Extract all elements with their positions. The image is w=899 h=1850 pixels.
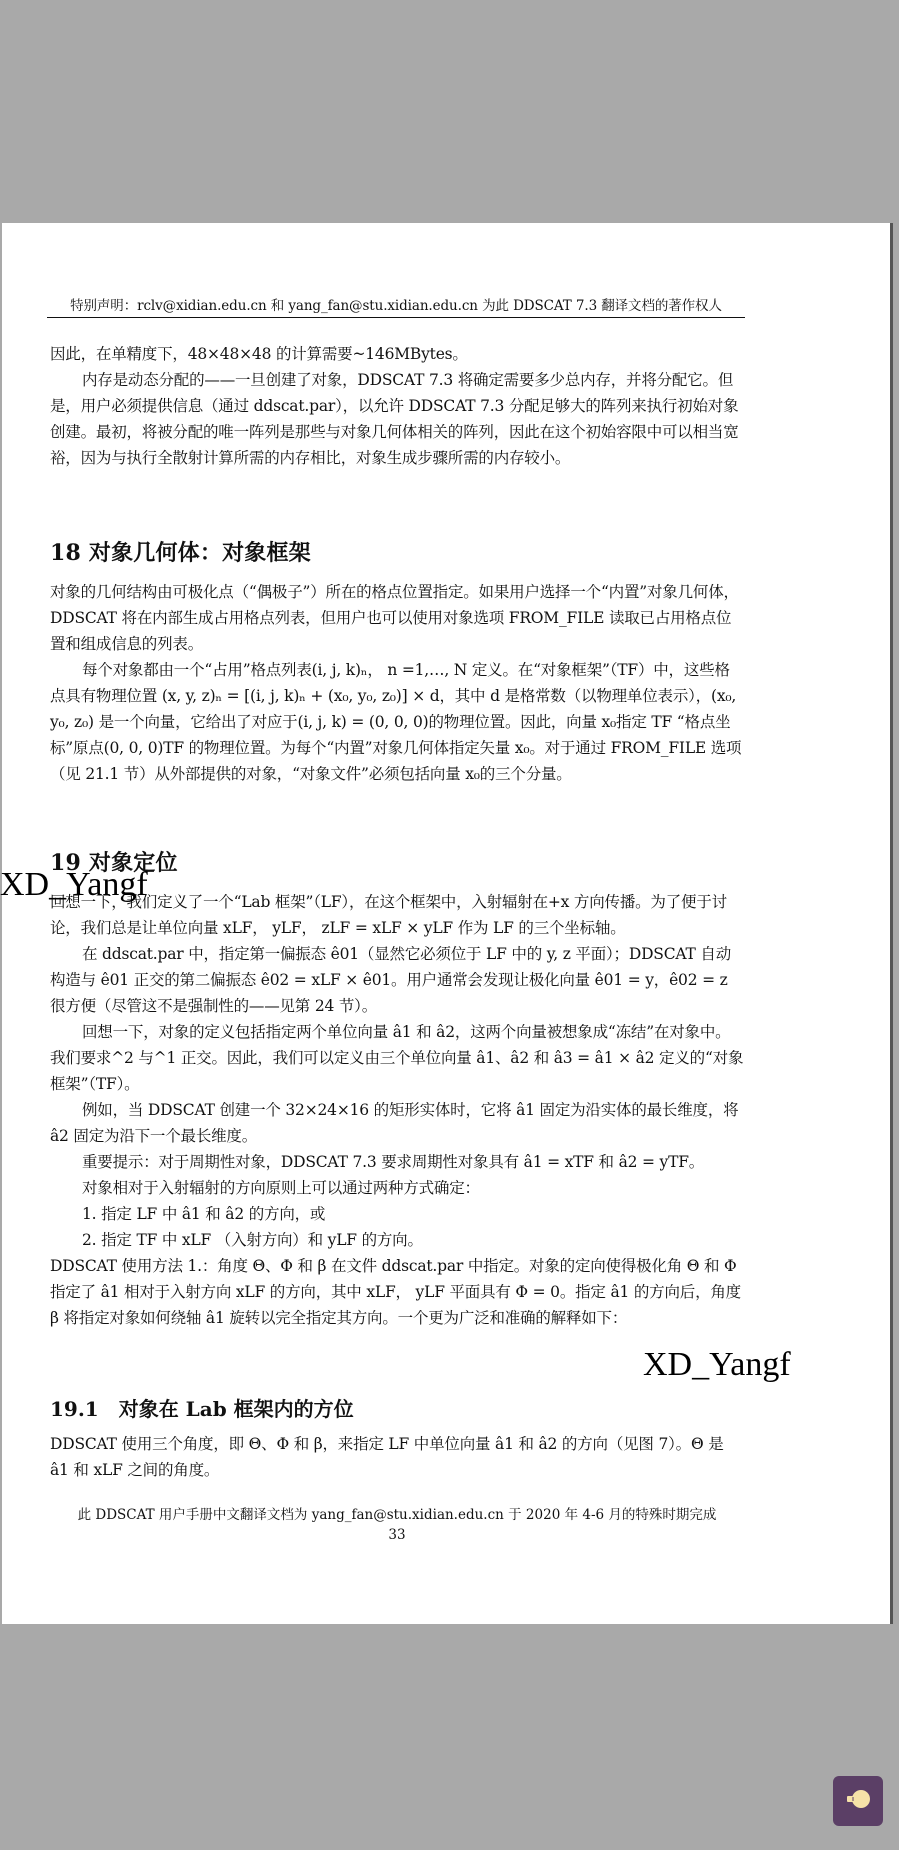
paragraph: 对象相对于入射辐射的方向原则上可以通过两种方式确定： — [82, 1179, 480, 1197]
paragraph: DDSCAT 使用方法 1.：角度 Θ、Φ 和 β 在文件 ddscat.par 中指定。对象的定向使得极化角 Θ 和 Φ 指定了 â1 相对于入射方向 xLF 的方向，其中 xLF， yLF 平面具有 Φ = 0。指定 â1 的方向后，角度 β 将指定对象如何绕轴 â1 旋转以完全指定其方向。一个更为广泛和准确的解释如下： — [50, 1257, 741, 1327]
paragraph: 对象的几何结构由可极化点（“偶极子”）所在的格点位置指定。如果用户选择一个“内置”对象几何体，DDSCAT 将在内部生成占用格点列表，但用户也可以使用对象选项 FROM_FILE 读取已占用格点位置和组成信息的列表。 — [50, 583, 739, 653]
paragraph: 每个对象都由一个“占用”格点列表(i, j, k)ₙ， n =1,…, N 定义。在“对象框架”（TF）中，这些格点具有物理位置 (x, y, z)ₙ = [(i, j, k)ₙ + (x₀, y₀, z₀)] × d，其中 d 是格常数（以物理单位表示），(x₀, y₀, z₀) 是一个向量，它给出了对应于(i, j, k) = (0, 0, 0)的物理位置。因此，向量 x₀指定 TF “格点坐标”原点(0, 0, 0)TF 的物理位置。为每个“内置”对象几何体指定矢量 x₀。对于通过 FROM_FILE 选项（见 21.1 节）从外部提供的对象，“对象文件”必须包括向量 x₀的三个分量。 — [50, 661, 742, 783]
paragraph: DDSCAT 使用三个角度，即 Θ、Φ 和 β，来指定 LF 中单位向量 â1 和 â2 的方向（见图 7）。Θ 是 â1 和 xLF 之间的角度。 — [50, 1435, 724, 1479]
document-page — [2, 223, 893, 1624]
theme-toggle-button[interactable] — [833, 1776, 883, 1826]
section-19-body — [50, 889, 744, 1331]
watermark: XD_Yangf — [0, 866, 148, 903]
section-19-1-body — [50, 1431, 744, 1483]
page-footer — [50, 1505, 744, 1545]
important-note: 重要提示：对于周期性对象，DDSCAT 7.3 要求周期性对象具有 â1 = xTF 和 â2 = yTF。 — [82, 1153, 705, 1171]
paragraph: 在 ddscat.par 中，指定第一偏振态 ê01（显然它必须位于 LF 中的 y, z 平面）；DDSCAT 自动构造与 ê01 正交的第二偏振态 ê02 = xLF × ê01。用户通常会发现让极化向量 ê01 = y，ê02 = z 很方便（尽管这不是强制性的——见第 24 节）。 — [50, 945, 731, 1015]
list-item: 1. 指定 LF 中 â1 和 â2 的方向，或 — [82, 1205, 326, 1223]
footer-note: 此 DDSCAT 用户手册中文翻译文档为 yang_fan@stu.xidian.edu.cn 于 2020 年 4-6 月的特殊时期完成 — [77, 1507, 717, 1523]
section-heading-18: 18 对象几何体：对象框架 — [50, 540, 311, 566]
watermark: XD_Yangf — [643, 1346, 791, 1383]
paragraph: 回想一下，我们定义了一个“Lab 框架”（LF），在这个框架中，入射辐射在+x 方向传播。为了便于讨论，我们总是让单位向量 xLF， yLF， zLF = xLF × yLF 作为 LF 的三个坐标轴。 — [50, 893, 727, 937]
paragraph: 内存是动态分配的——一旦创建了对象，DDSCAT 7.3 将确定需要多少总内存，并将分配它。但是，用户必须提供信息（通过 ddscat.par），以允许 DDSCAT 7.3 分配足够大的阵列来执行初始对象创建。最初，将被分配的唯一阵列是那些与对象几何体相关的阵列，因此在这个初始容限中可以相当宽裕，因为与执行全散射计算所需的内存相比，对象生成步骤所需的内存较小。 — [50, 371, 739, 467]
intro-section — [50, 341, 744, 471]
paragraph: 回想一下，对象的定义包括指定两个单位向量 â1 和 â2，这两个向量被想象成“冻结”在对象中。我们要求^2 与^1 正交。因此，我们可以定义由三个单位向量 â1、â2 和 â3 = â1 × â2 定义的“对象框架”（TF）。 — [50, 1023, 744, 1093]
page-header: 特别声明：rclv@xidian.edu.cn 和 yang_fan@stu.xidian.edu.cn 为此 DDSCAT 7.3 翻译文档的著作权人 — [47, 294, 745, 318]
page-number: 33 — [388, 1527, 406, 1543]
section-heading-19: 19 对象定位 — [50, 850, 178, 876]
paragraph: 例如，当 DDSCAT 创建一个 32×24×16 的矩形实体时，它将 â1 固定为沿实体的最长维度，将 â2 固定为沿下一个最长维度。 — [50, 1101, 739, 1145]
section-heading-19-1: 19.1 对象在 Lab 框架内的方位 — [50, 1397, 354, 1421]
section-18-body — [50, 579, 744, 787]
lightbulb-icon — [841, 1787, 875, 1815]
list-item: 2. 指定 TF 中 xLF （入射方向）和 yLF 的方向。 — [82, 1231, 423, 1249]
paragraph: 因此，在单精度下，48×48×48 的计算需要~146MBytes。 — [50, 345, 468, 363]
